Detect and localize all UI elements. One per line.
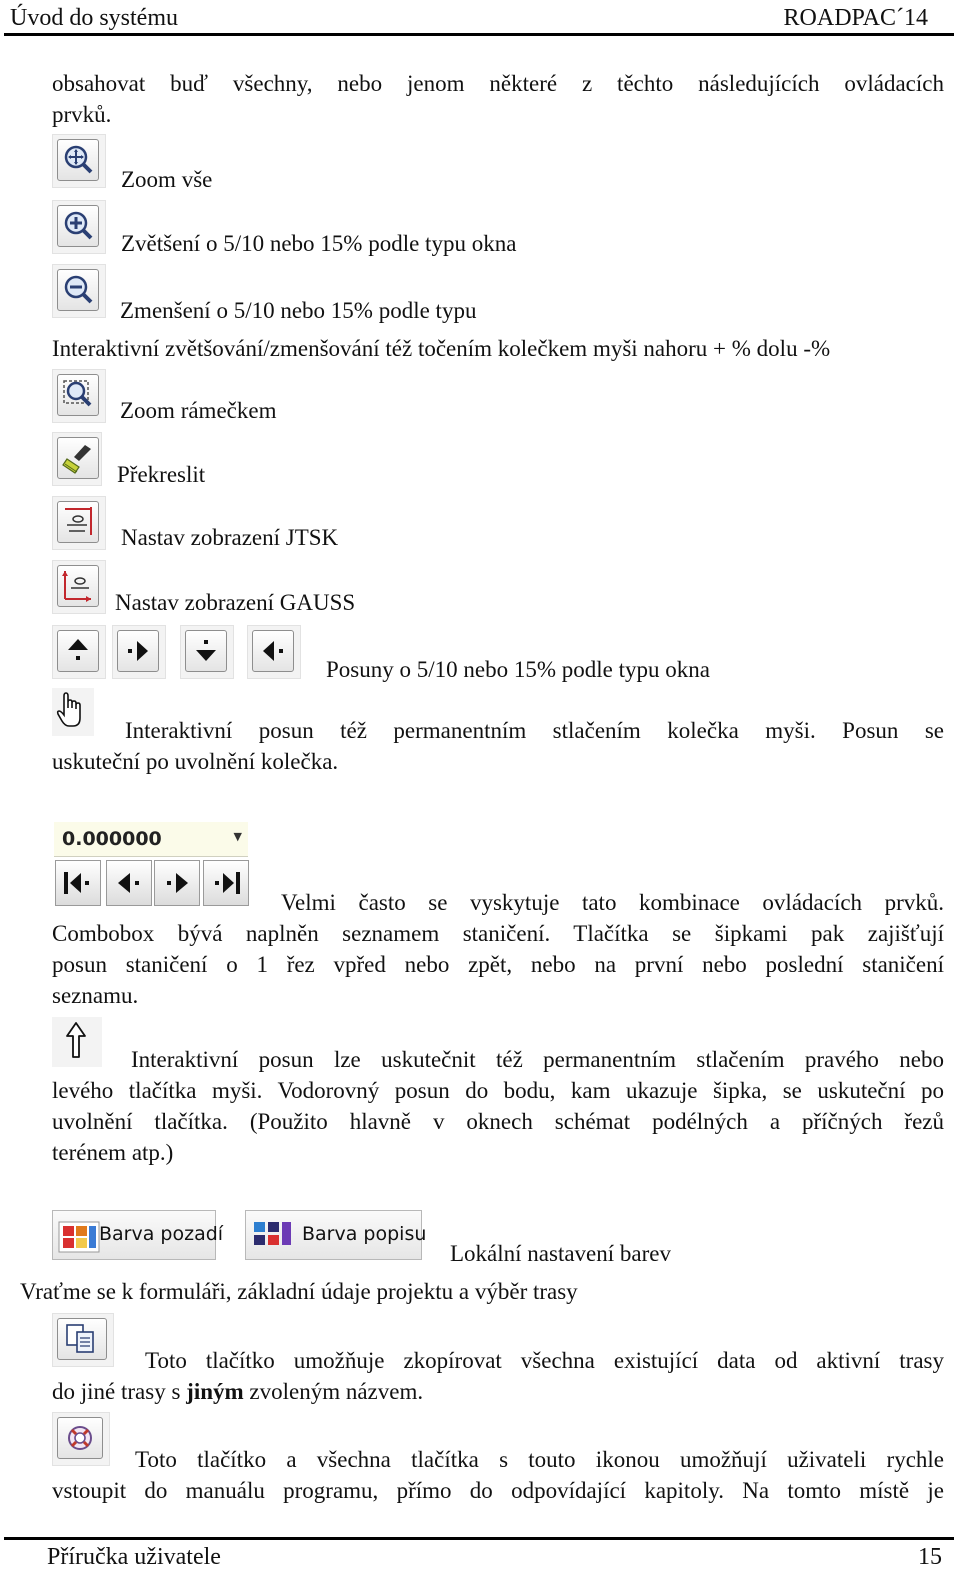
footer-rule: [4, 1537, 954, 1540]
zoom-in-icon: [57, 205, 99, 247]
combo-line-1: Velmi často se vyskytuje tato kombinace ovládacích prvků.: [281, 890, 944, 915]
nav-prev-button[interactable]: [106, 860, 152, 906]
nav-next-button[interactable]: [154, 860, 200, 906]
zoom-out-button[interactable]: [52, 264, 106, 318]
arrow-line-2: levého tlačítka myši. Vodorovný posun do bodu, kam ukazuje šipka, se uskuteční po: [52, 1078, 944, 1103]
intro-line-1: obsahovat buď všechny, nebo jenom některé z těchto následujících ovládacích: [52, 71, 944, 96]
view-jtsk-button[interactable]: [52, 496, 106, 550]
intro-line-2: prvků.: [52, 102, 112, 127]
copy-line-2: [52, 1376, 423, 1407]
gauss-axes-icon: [57, 565, 99, 607]
arrow-first-icon: [56, 861, 100, 905]
footer-left: Příručka uživatele: [47, 1544, 221, 1570]
arrow-up-cursor-icon: [52, 1017, 102, 1067]
view-gauss-label: Nastav zobrazení GAUSS: [115, 590, 356, 615]
arrow-last-icon: [204, 861, 248, 905]
zoom-in-button[interactable]: [52, 200, 106, 254]
page-number: 15: [918, 1544, 942, 1570]
hand-cursor-icon: [52, 688, 94, 736]
jtsk-axes-icon: [57, 501, 99, 543]
zoom-all-button[interactable]: [52, 134, 106, 188]
arrow-left-icon: [107, 861, 151, 905]
pan-line-1: Interaktivní posun též permanentním stlačením kolečka myši. Posun se: [125, 718, 944, 743]
zoom-out-icon: [57, 269, 99, 311]
copy-line-1: Toto tlačítko umožňuje zkopírovat všechna existující data od aktivní trasy: [145, 1348, 944, 1373]
palette-icon: [250, 1216, 296, 1256]
brush-icon: [57, 437, 99, 479]
arrow-right-icon: [117, 630, 159, 672]
chevron-down-icon[interactable]: ▼: [233, 830, 242, 843]
zoom-all-label: Zoom vše: [121, 167, 213, 192]
combo-value: 0.000000: [62, 828, 162, 850]
pan-line-2: uskuteční po uvolnění kolečka.: [52, 749, 339, 774]
nav-first-button[interactable]: [55, 860, 101, 906]
view-gauss-button[interactable]: [52, 560, 106, 614]
view-jtsk-label: Nastav zobrazení JTSK: [121, 525, 339, 550]
background-color-button[interactable]: [52, 1210, 224, 1260]
shift-label: Posuny o 5/10 nebo 15% podle typu okna: [326, 657, 710, 682]
station-combobox[interactable]: [54, 822, 248, 857]
help-line-2: vstoupit do manuálu programu, přímo do odpovídající kapitoly. Na tomto místě je: [52, 1478, 944, 1503]
shift-down-button[interactable]: [180, 625, 234, 679]
arrow-line-4: terénem atp.): [52, 1140, 174, 1165]
arrow-line-3: uvolnění tlačítka. (Použito hlavně v oknech schémat podélných a příčných řezů: [52, 1109, 944, 1134]
arrow-up-icon: [57, 630, 99, 672]
caption-color-button[interactable]: [245, 1210, 427, 1260]
zoom-frame-icon: [57, 374, 99, 416]
zoom-in-label: Zvětšení o 5/10 nebo 15% podle typu okna: [121, 231, 517, 256]
interactive-zoom-text: Interaktivní zvětšování/zmenšování též točením kolečkem myši nahoru + % dolu -%: [52, 336, 831, 361]
help-line-1: Toto tlačítko a všechna tlačítka s touto ikonou umožňují uživateli rychle: [135, 1447, 944, 1472]
arrow-line-1: Interaktivní posun lze uskutečnit též permanentním stlačením pravého nebo: [131, 1047, 944, 1072]
background-color-label: Barva pozadí: [99, 1223, 224, 1245]
palette-icon: [57, 1216, 103, 1256]
copy-route-button[interactable]: [52, 1313, 114, 1367]
arrow-right-icon: [155, 861, 199, 905]
zoom-out-label: Zmenšení o 5/10 nebo 15% podle typu: [120, 298, 477, 323]
copy-line-2-end: zvoleným názvem.: [243, 1379, 424, 1404]
zoom-frame-label: Zoom rámečkem: [120, 398, 277, 423]
drag-arrow-button[interactable]: [52, 1017, 102, 1067]
color-settings-desc: Lokální nastavení barev: [450, 1241, 671, 1266]
caption-color-label: Barva popisu: [302, 1223, 427, 1245]
nav-last-button[interactable]: [203, 860, 249, 906]
shift-left-button[interactable]: [247, 625, 301, 679]
shift-up-button[interactable]: [52, 625, 106, 679]
help-manual-button[interactable]: [52, 1412, 110, 1466]
arrow-left-icon: [252, 630, 294, 672]
help-lifebuoy-icon: [57, 1417, 103, 1459]
header-rule: [4, 33, 954, 36]
copy-icon: [57, 1318, 107, 1360]
form-return-text: Vraťme se k formuláři, základní údaje projektu a výběr trasy: [20, 1279, 578, 1304]
pan-hand-button[interactable]: [52, 688, 94, 736]
shift-right-button[interactable]: [112, 625, 166, 679]
header-left: Úvod do systému: [10, 5, 178, 31]
arrow-down-icon: [185, 630, 227, 672]
copy-line-2-bold: jiným: [186, 1379, 244, 1404]
header-right: ROADPAC´14: [783, 5, 928, 31]
combo-line-3: posun staničení o 1 řez vpřed nebo zpět, nebo na první nebo poslední staničení: [52, 952, 944, 977]
copy-line-2-start: do jiné trasy s: [52, 1379, 187, 1404]
zoom-frame-button[interactable]: [52, 369, 106, 423]
combo-line-2: Combobox bývá naplněn seznamem staničení. Tlačítka se šipkami pak zajišťují: [52, 921, 944, 946]
redraw-label: Překreslit: [117, 462, 206, 487]
redraw-button[interactable]: [52, 432, 102, 486]
zoom-all-icon: [57, 139, 99, 181]
combo-line-4: seznamu.: [52, 983, 139, 1008]
